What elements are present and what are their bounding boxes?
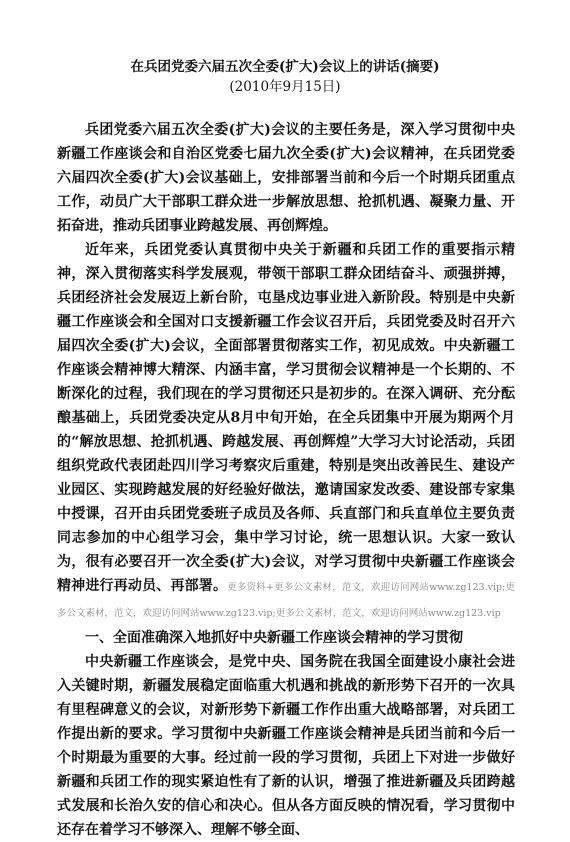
- document-body: [57, 118, 515, 842]
- document-title: 在兵团党委六届五次全委(扩大)会议上的讲话(摘要): [130, 59, 440, 75]
- paragraph-section-one: [57, 650, 515, 842]
- section-heading: 一、全面准确深入地抓好中央新疆工作座谈会精神的学习贯彻: [85, 630, 463, 646]
- paragraph-background-text: 近年来，兵团党委认真贯彻中央关于新疆和兵团工作的重要指示精神，深入贯彻落实科学发展观，带领干部职工群众团结奋斗、顽强拼搏，兵团经济社会发展迈上新台阶，屯垦戍边事业进入新阶段。特别是中央新疆工作座谈会和全国对口支援新疆工作会议召开后，兵团党委及时召开六届四次全委(扩大)会议，全面部署贯彻落实工作，初见成效。中央新疆工作座谈会精神博大精深、内涵丰富，学习贯彻会议精神是一个长期的、不断深化的过程，我们现在的学习贯彻还只是初步的。在深入调研、充分酝酿基础上，兵团党委决定从8月中旬开始，在全兵团集中开展为期两个月的“解放思想、抢抓机遇、跨越发展、再创辉煌”大学习大讨论活动，兵团组织党政代表团赴四川学习考察灾后重建，特别是突出改善民生、建设产业园区、实现跨越发展的好经验好做法，邀请国家发改委、建设部专家集中授课，召开由兵团党委班子成员及各师、兵直部门和兵直单位主要负责同志参加的中心组学习会，集中学习讨论，统一思想认识。大家一致认为，很有必要召开一次全委(扩大)会议，对学习贯彻中央新疆工作座谈会精神进行再动员、再部署。: [57, 242, 515, 594]
- document-date: (2010年9月15日): [229, 79, 341, 95]
- paragraph-background: [57, 238, 515, 626]
- paragraph-intro-text: 兵团党委六届五次全委(扩大)会议的主要任务是，深入学习贯彻中央新疆工作座谈会和自治区党委七届九次全委(扩大)会议精神，在兵团党委六届四次全委(扩大)会议基础上，安排部署当前和今后一个时期兵团重点工作，动员广大干部职工群众进一步解放思想、抢抓机遇、凝聚力量、开拓奋进，推动兵团事业跨越发展、再创辉煌。: [57, 122, 515, 234]
- paragraph-section-one-text: 中央新疆工作座谈会，是党中央、国务院在我国全面建设小康社会进入关键时期，新疆发展稳定面临重大机遇和挑战的新形势下召开的一次具有里程碑意义的会议，对新形势下新疆工作作出重大战略部署，对兵团工作提出新的要求。学习贯彻中央新疆工作座谈会精神是兵团当前和今后一个时期最为重要的大事。经过前一段的学习贯彻，兵团上下对进一步做好新疆和兵团工作的现实紧迫性有了新的认识，增强了推进新疆及兵团跨越式发展和长治久安的信心和决心。但从各方面反映的情况看，学习贯彻中还存在着学习不够深入、理解不够全面、: [57, 654, 515, 838]
- watermark-text: 更多资料+更多公文素材，范文，欢迎访问网站www.zg123.vip;更多公文素材，范文，欢迎访问网站www.zg123.vip;更多公文素材，范文，欢迎访问网站www.zg123.vip: [57, 582, 515, 619]
- paragraph-intro: [57, 118, 515, 238]
